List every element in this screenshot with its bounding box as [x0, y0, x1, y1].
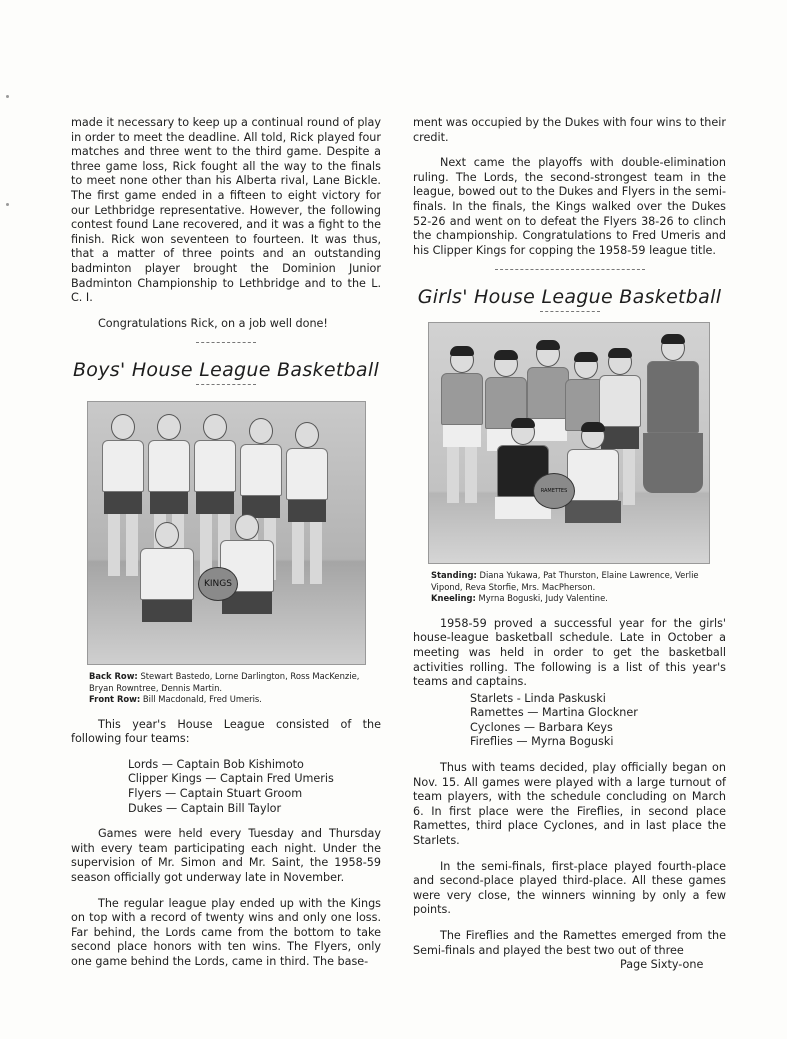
caption-label: Kneeling:: [431, 593, 476, 604]
boys-team-photo: [87, 401, 366, 665]
player-figure-kneeling: [220, 514, 274, 614]
right-column: [413, 116, 726, 969]
player-figure-kneeling: [565, 423, 621, 523]
list-item: Flyers — Captain Stuart Groom: [128, 787, 303, 801]
caption-label: Front Row:: [89, 694, 141, 705]
playoffs-paragraph: Next came the playoffs with double-elimination ruling. The Lords, the second-strongest team in the league, bowed out to the Dukes and Flyers in the semi-finals. In the finals, the Kings walked over the Dukes 52-26 and went on to defeat the Flyers 38-26 to clinch the championship. Congratulations to Fred Umeris and his Clipper Kings for copping the 1958-59 league title.: [413, 156, 726, 257]
edge-mark: [6, 203, 9, 206]
congratulations-line: Congratulations Rick, on a job well done!: [98, 316, 328, 330]
caption-label: Back Row:: [89, 670, 138, 681]
semis-paragraph: In the semi-finals, first-place played fourth-place and second-place played third-place. All these games were very close, the winners winning by only a few points.: [413, 859, 726, 917]
play-paragraph: Thus with teams decided, play officially began on Nov. 15. All games were played with a large turnout of team players, with the schedule concluding on March 6. In first place were the Fireflies, in second place Ramettes, third place Cyclones, and in last place the Starlets.: [413, 761, 726, 848]
boys-heading: Boys' House League Basketball: [72, 359, 380, 382]
list-item: Cyclones — Barbara Keys: [470, 720, 613, 734]
page-number: Page Sixty-one: [620, 958, 704, 971]
girls-intro: 1958-59 proved a successful year for the girls' house-league basketball schedule. Late in October a meeting was held in order to get the basketball activities rolling. The following is a list of this year's teams and captains.: [413, 616, 726, 689]
player-figure: [102, 414, 144, 576]
basketball: KINGS: [198, 567, 238, 601]
basketball: RAMETTES: [533, 473, 575, 509]
left-column: [71, 116, 381, 981]
list-item: Starlets - Linda Paskuski: [470, 691, 606, 705]
girls-photo-caption: [413, 570, 726, 605]
teams-intro: This year's House League consisted of the following four teams:: [71, 717, 381, 746]
caption-names: Bill Macdonald, Fred Umeris.: [142, 694, 262, 705]
player-figure-kneeling: [140, 522, 194, 622]
list-item: Lords — Captain Bob Kishimoto: [128, 757, 304, 771]
caption-names: Stewart Bastedo, Lorne Darlington, Ross MacKenzie, Bryan Rowntree, Dennis Martin.: [89, 670, 360, 693]
list-item: Ramettes — Martina Glockner: [470, 706, 638, 720]
finals-paragraph: The Fireflies and the Ramettes emerged from the Semi-finals and played the best two out of three: [413, 929, 726, 957]
list-item: Clipper Kings — Captain Fred Umeris: [128, 772, 334, 786]
divider: [495, 269, 645, 270]
boys-photo-caption: [71, 671, 381, 706]
caption-names: Myrna Boguski, Judy Valentine.: [478, 593, 608, 604]
caption-label: Standing:: [431, 569, 477, 580]
girls-team-photo: [428, 322, 710, 564]
continuation-paragraph: ment was occupied by the Dukes with four wins to their credit.: [413, 116, 726, 144]
list-item: Dukes — Captain Bill Taylor: [128, 801, 282, 815]
intro-paragraph: made it necessary to keep up a continual round of play in order to meet the deadline. All told, Rick played four matches and three went to the third game. Despite a three game loss, Rick fought all the way to the finals to meet none other than his Alberta rival, Lane Bickle. The first game ended in a fifteen to eight victory for our Lethbridge representative. However, the following contest found Lane recovered, and it was a fight to the finish. Rick won seventeen to fourteen. It was thus, that a matter of three points and an outstanding badminton player brought the Dominion Junior Badminton Championship to Lethbridge and to the L. C. I.: [71, 116, 381, 305]
caption-names: Diana Yukawa, Pat Thurston, Elaine Lawrence, Verlie Vipond, Reva Storfie, Mrs. MacPherson.: [431, 569, 699, 592]
player-figure: [286, 422, 328, 584]
games-paragraph: Games were held every Tuesday and Thursday with every team participating each night. Under the supervision of Mr. Simon and Mr. Saint, the 1958-59 season officially got underway late in November.: [71, 827, 381, 885]
girls-heading: Girls' House League Basketball: [417, 286, 722, 309]
divider: [196, 342, 256, 343]
coach-figure: [643, 335, 703, 493]
list-item: Fireflies — Myrna Boguski: [470, 735, 614, 749]
player-figure: [441, 347, 483, 503]
girls-team-list: [413, 692, 726, 750]
edge-mark: [6, 95, 9, 98]
divider: [540, 311, 600, 312]
divider: [196, 384, 256, 385]
league-paragraph: The regular league play ended up with the Kings on top with a record of twenty wins and only one loss. Far behind, the Lords came from the bottom to take second place honors with ten wins. The Flyers, only one game behind the Lords, came in third. The base-: [71, 896, 381, 968]
boys-team-list: [71, 758, 381, 816]
